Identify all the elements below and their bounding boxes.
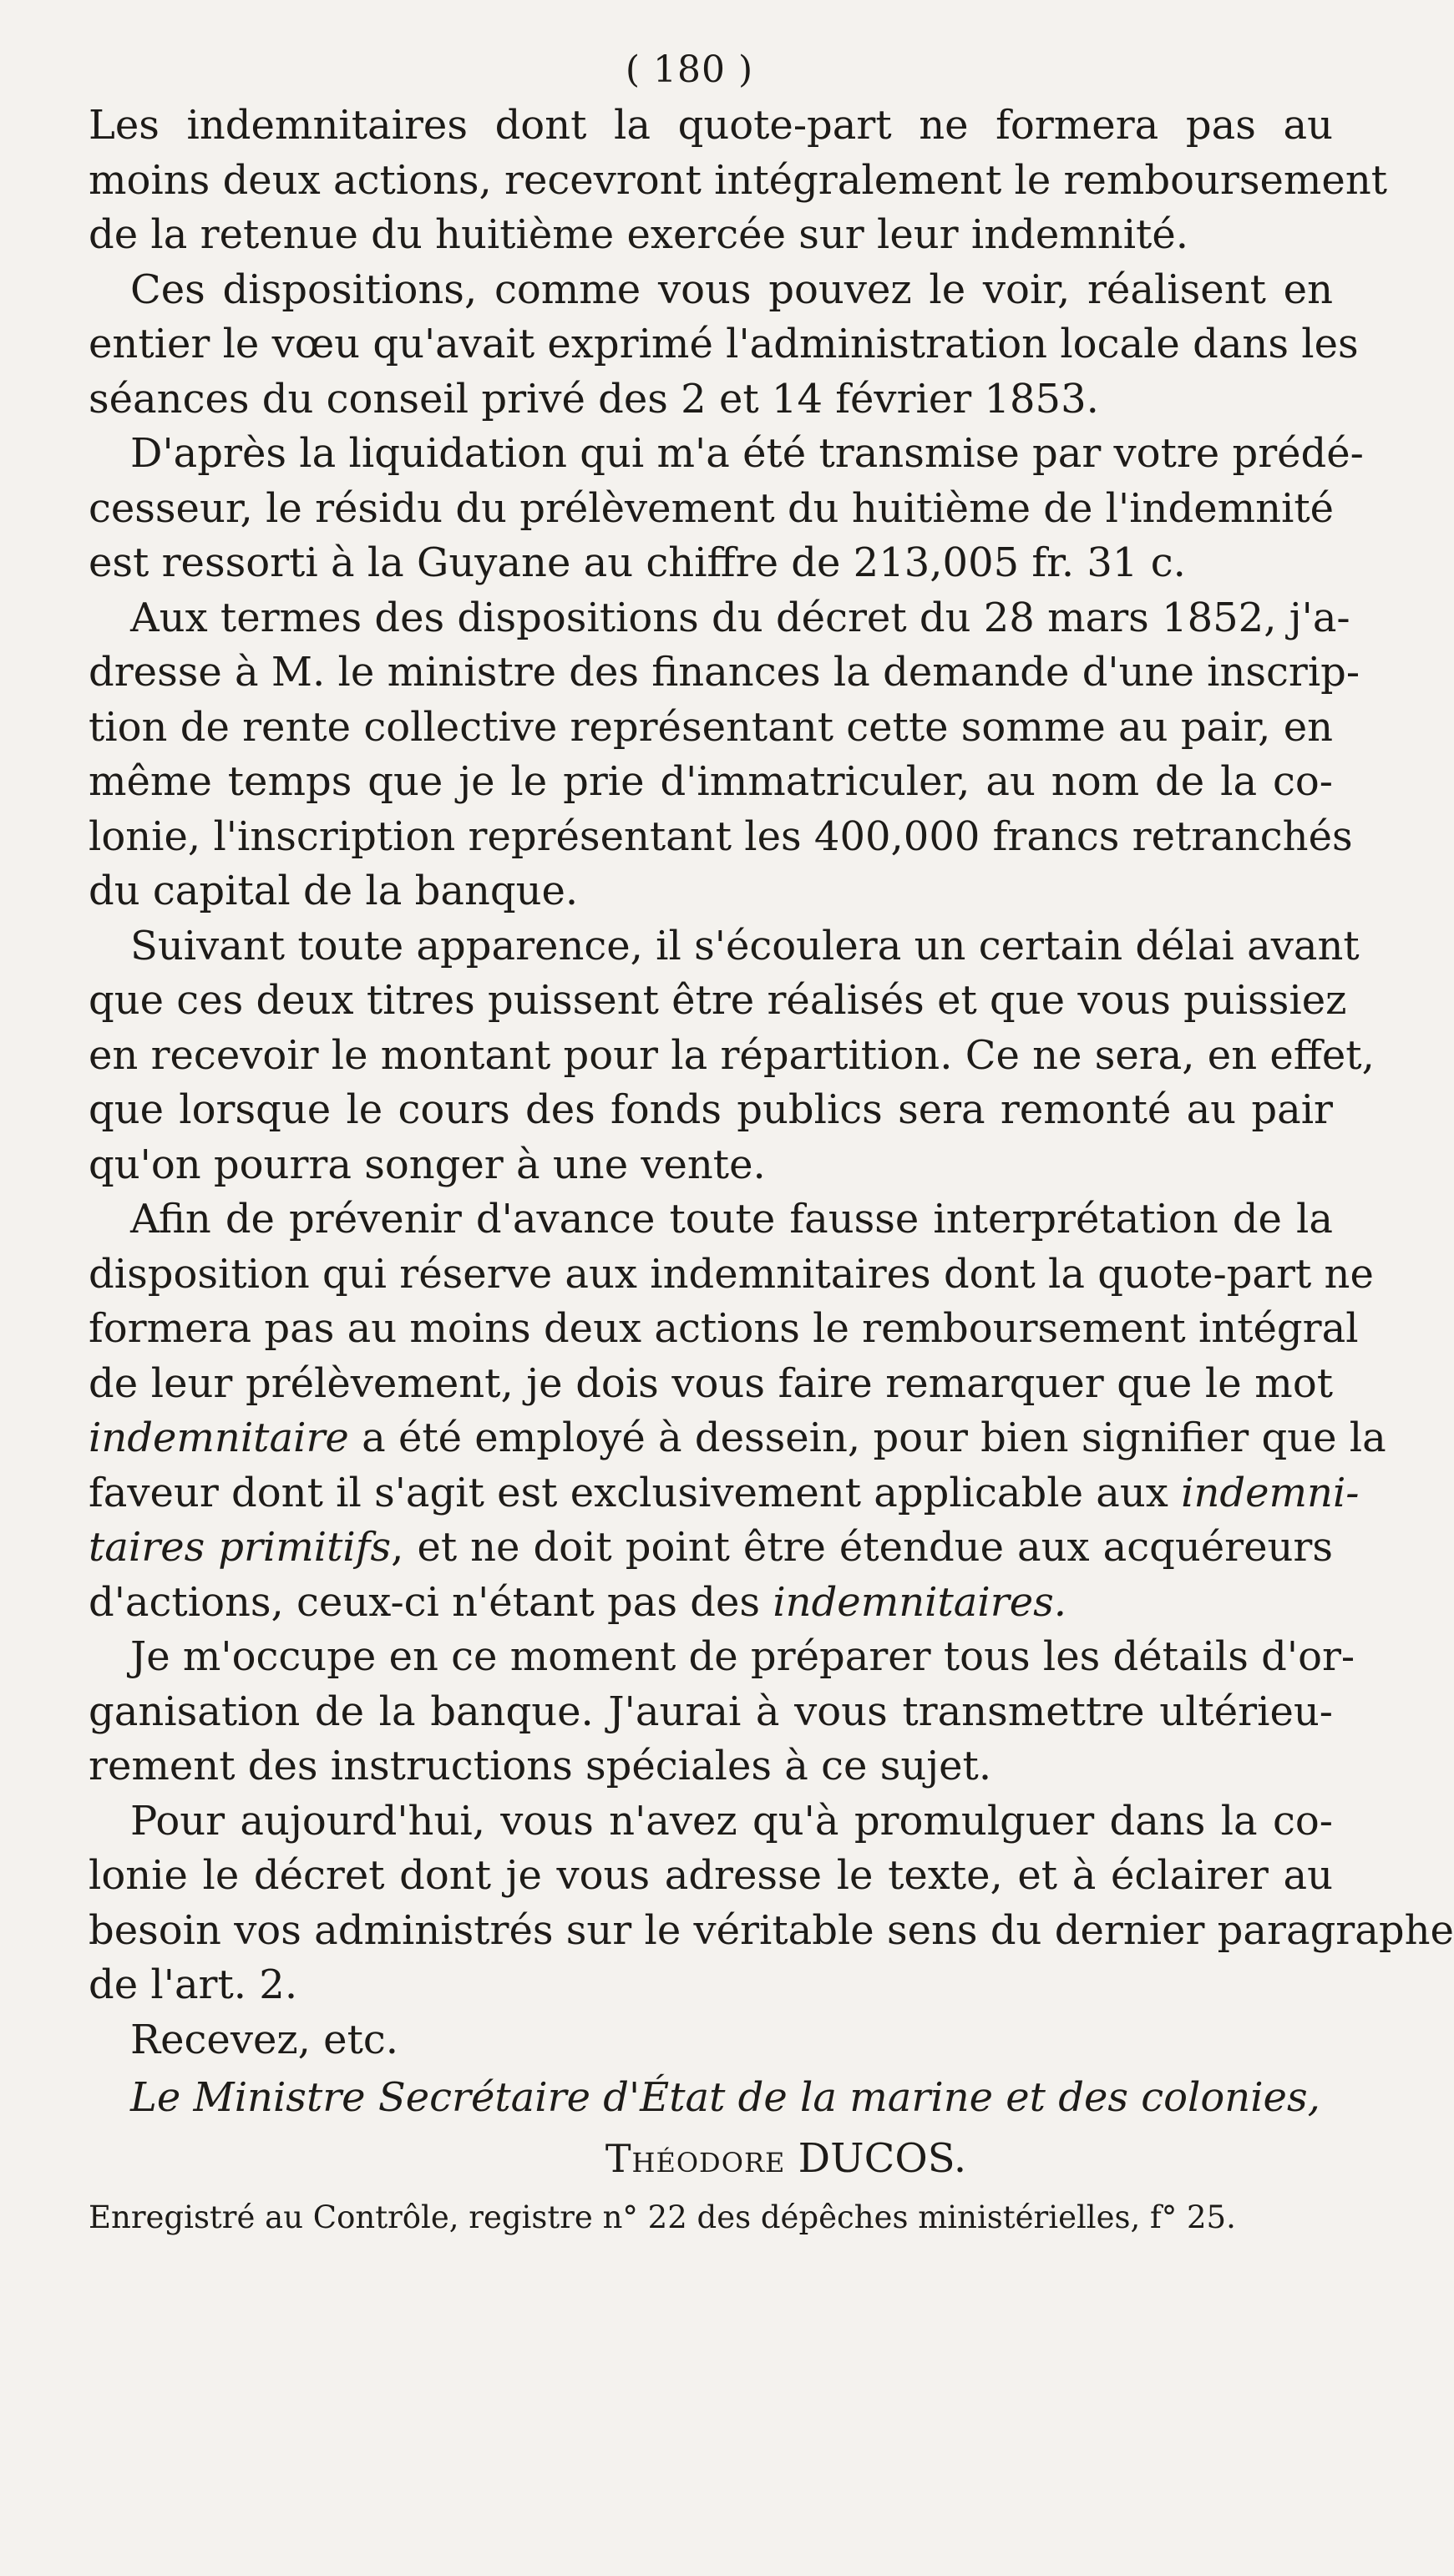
- italic-term: indemnitaires.: [773, 1578, 1066, 1626]
- text-line: tion de rente collective représentant cette somme au pair, en: [89, 703, 1334, 751]
- text-line: même temps que je le prie d'immatriculer, au nom de la co-: [89, 758, 1333, 805]
- text-line: Je m'occupe en ce moment de préparer tous les détails d'or-: [130, 1633, 1355, 1680]
- text-line: Afin de prévenir d'avance toute fausse interprétation de la: [130, 1196, 1333, 1242]
- text-line: D'après la liquidation qui m'a été transmise par votre prédé-: [130, 430, 1364, 477]
- page-number: ( 180 ): [625, 48, 754, 91]
- text-line: de l'art. 2.: [89, 1961, 298, 2008]
- registration-note: Enregistré au Contrôle, registre n° 22 des dépêches ministérielles, f° 25.: [89, 2199, 1236, 2235]
- signature-name: [89, 2128, 1333, 2189]
- text-line: entier le vœu qu'avait exprimé l'administration locale dans les: [89, 321, 1359, 367]
- text-line: dresse à M. le ministre des finances la demande d'une inscrip-: [89, 649, 1360, 696]
- text-line: que lorsque le cours des fonds publics sera remonté au pair: [89, 1086, 1333, 1133]
- text-line: Ces dispositions, comme vous pouvez le voir, réalisent en: [130, 266, 1333, 313]
- italic-term: indemni-: [1181, 1469, 1360, 1516]
- text-line: qu'on pourra songer à une vente.: [89, 1141, 766, 1188]
- text-line: Pour aujourd'hui, vous n'avez qu'à promulguer dans la co-: [130, 1797, 1333, 1845]
- text-line: [89, 1576, 1333, 1631]
- text-line: lonie, l'inscription représentant les 400,000 francs retranchés: [89, 812, 1353, 860]
- text-line: besoin vos administrés sur le véritable sens du dernier paragraphe: [89, 1906, 1454, 1954]
- text-line: est ressorti à la Guyane au chiffre de 213,005 fr. 31 c.: [89, 539, 1186, 586]
- text-line: [89, 1521, 1333, 1576]
- text-line: lonie le décret dont je vous adresse le texte, et à éclairer au: [89, 1852, 1333, 1899]
- text-line: séances du conseil privé des 2 et 14 février 1853.: [89, 375, 1099, 423]
- text-segment: ,: [391, 1524, 404, 1571]
- text-line: en recevoir le montant pour la répartition. Ce ne sera, en effet,: [89, 1031, 1375, 1079]
- text-line: [89, 1411, 1386, 1466]
- text-line: de leur prélèvement, je dois vous faire remarquer que le mot: [89, 1359, 1333, 1407]
- text-line: Aux termes des dispositions du décret du 28 mars 1852, j'a-: [130, 594, 1350, 641]
- text-line: rement des instructions spéciales à ce sujet.: [89, 1743, 992, 1789]
- text-segment: d'actions, ceux-ci n'étant pas des: [89, 1578, 761, 1626]
- text-line: de la retenue du huitième exercée sur leur indemnité.: [89, 211, 1188, 258]
- text-line: du capital de la banque.: [89, 868, 579, 914]
- text-line: [89, 1466, 1360, 1521]
- closing-line: Recevez, etc.: [130, 2016, 398, 2063]
- text-line: formera pas au moins deux actions le remboursement intégral: [89, 1305, 1359, 1352]
- italic-term: taires primitifs: [89, 1524, 392, 1571]
- text-line: Suivant toute apparence, il s'écoulera un certain délai avant: [130, 922, 1360, 969]
- signature-first-name: Théodore: [605, 2136, 786, 2181]
- text-segment: faveur dont il s'agit est exclusivement applicable aux: [89, 1469, 1168, 1516]
- text-line: moins deux actions, recevront intégralement le remboursement: [89, 156, 1388, 204]
- text-line: Les indemnitaires dont la quote-part ne formera pas au: [89, 102, 1333, 149]
- signature-title: Le Ministre Secrétaire d'État de la marine et des colonies,: [130, 2074, 1320, 2121]
- text-line: ganisation de la banque. J'aurai à vous transmettre ultérieu-: [89, 1688, 1333, 1735]
- text-line: disposition qui réserve aux indemnitaires dont la quote-part ne: [89, 1250, 1374, 1298]
- text-line: cesseur, le résidu du prélèvement du huitième de l'indemnité: [89, 484, 1335, 532]
- text-line: que ces deux titres puissent être réalisés et que vous puissiez: [89, 977, 1347, 1024]
- body-text: [89, 99, 1454, 2243]
- italic-term: indemnitaire: [89, 1415, 349, 1461]
- text-segment: et ne doit point être étendue aux acquéreurs: [417, 1524, 1333, 1571]
- text-segment: a été employé à dessein, pour bien signifier que la: [362, 1415, 1386, 1461]
- signature-last-name: DUCOS.: [798, 2135, 967, 2182]
